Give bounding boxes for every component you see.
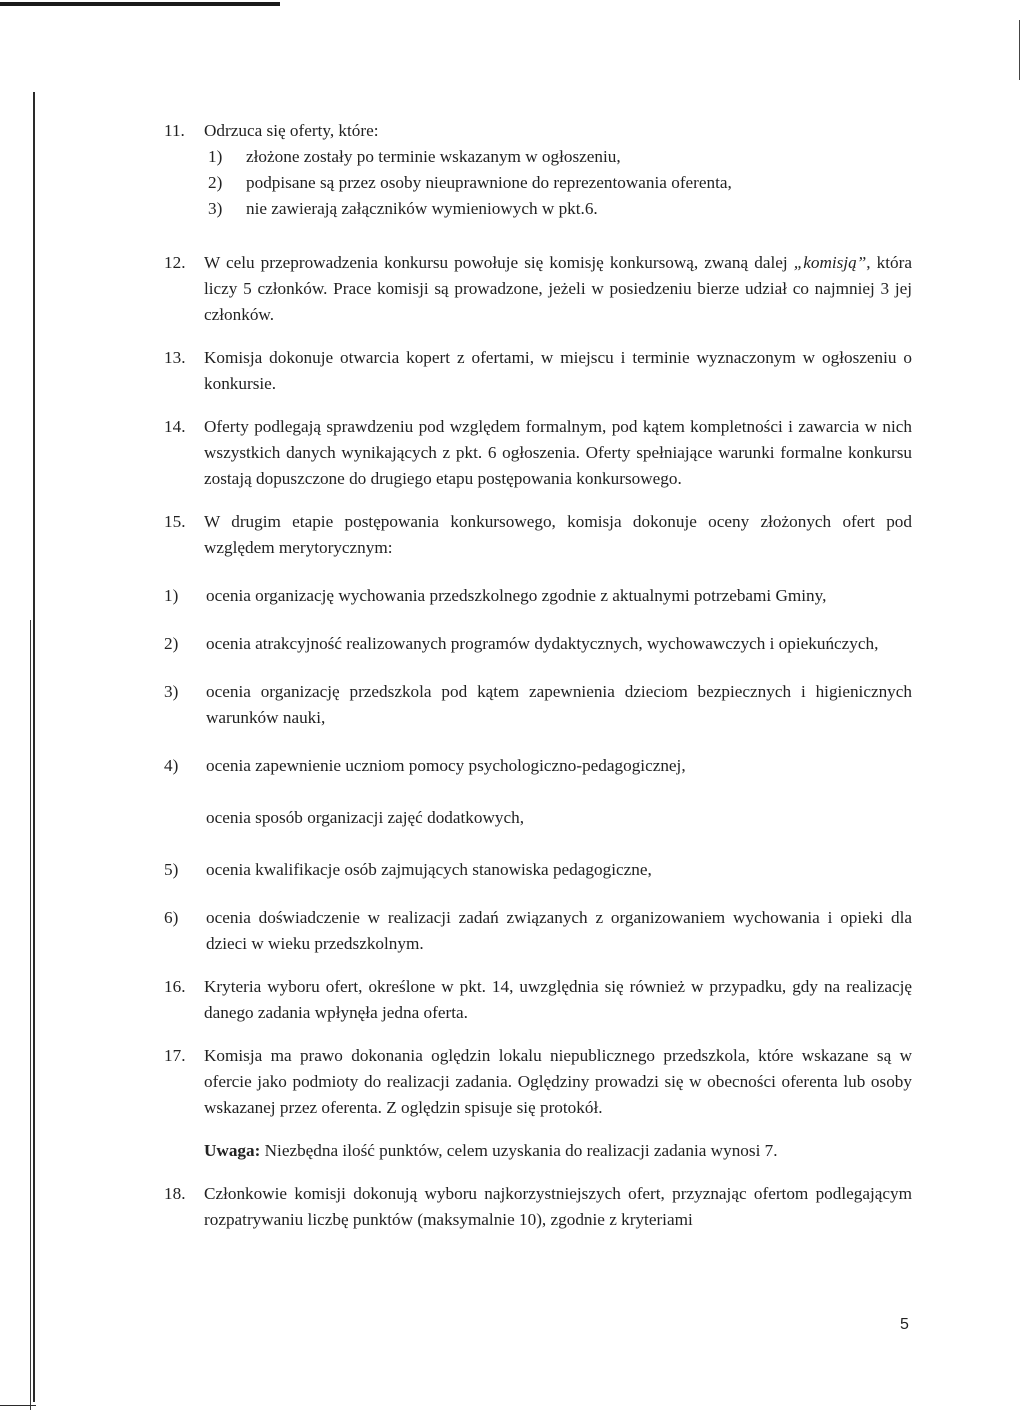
paragraph-number: 11. bbox=[164, 121, 185, 140]
scan-edge-top bbox=[0, 2, 280, 6]
paragraph-number: 14. bbox=[164, 417, 186, 436]
criteria-text: ocenia doświadczenie w realizacji zadań związanych z organizowaniem wychowania i opieki dla dzieci w wieku przedszkolnym. bbox=[206, 908, 912, 953]
paragraph-text: W celu przeprowadzenia konkursu powołuje się komisję konkursową, zwaną dalej bbox=[204, 253, 794, 272]
criteria-text: ocenia kwalifikacje osób zajmujących stanowiska pedagogiczne, bbox=[206, 860, 652, 879]
scan-edge-bottom bbox=[0, 1405, 36, 1406]
list-item-number: 2) bbox=[208, 173, 223, 192]
scan-edge-right bbox=[1019, 20, 1020, 80]
criteria-item bbox=[164, 631, 912, 657]
criteria-item bbox=[164, 805, 912, 831]
criteria-text: ocenia organizację przedszkola pod kątem zapewnienia dzieciom bezpiecznych i higienicznych warunków nauki, bbox=[206, 682, 912, 727]
criteria-number: 4) bbox=[164, 756, 179, 775]
criteria-number: 6) bbox=[164, 908, 179, 927]
paragraph-12 bbox=[164, 250, 912, 328]
criteria-number: 5) bbox=[164, 860, 179, 879]
list-item-number: 3) bbox=[208, 199, 223, 218]
criteria-item bbox=[164, 753, 912, 779]
list-item bbox=[204, 144, 912, 170]
paragraph-18 bbox=[164, 1181, 912, 1233]
criteria-item bbox=[164, 905, 912, 957]
criteria-item bbox=[164, 679, 912, 731]
paragraph-13 bbox=[164, 345, 912, 397]
page-number: 5 bbox=[900, 1316, 909, 1333]
paragraph-text: Komisja ma prawo dokonania oględzin lokalu niepublicznego przedszkola, które wskazane są w ofercie jako podmioty do realizacji zadania. Oględziny prowadzi się w obecności oferenta lub osoby wskazanej przez oferenta. Z oględzin spisuje się protokół. bbox=[204, 1046, 912, 1117]
paragraph-text: Kryteria wyboru ofert, określone w pkt. 14, uwzględnia się również w przypadku, gdy na realizację danego zadania wpłynęła jedna oferta. bbox=[204, 977, 912, 1022]
paragraph-number: 16. bbox=[164, 977, 186, 996]
list-item bbox=[204, 170, 912, 196]
list-item-text: nie zawierają załączników wymieniowych w pkt.6. bbox=[246, 199, 598, 218]
paragraph-11 bbox=[164, 118, 912, 144]
list-item-text: podpisane są przez osoby nieuprawnione do reprezentowania oferenta, bbox=[246, 173, 732, 192]
note-label: Uwaga: bbox=[204, 1141, 261, 1160]
list-item-text: złożone zostały po terminie wskazanym w ogłoszeniu, bbox=[246, 147, 621, 166]
criteria-text: ocenia zapewnienie uczniom pomocy psychologiczno-pedagogicznej, bbox=[206, 756, 686, 775]
paragraph-number: 15. bbox=[164, 512, 186, 531]
criteria-item bbox=[164, 857, 912, 883]
note-text: Niezbędna ilość punktów, celem uzyskania do realizacji zadania wynosi 7. bbox=[260, 1141, 778, 1160]
paragraph-text: Członkowie komisji dokonują wyboru najkorzystniejszych ofert, przyznając ofertom podlegającym rozpatrywaniu liczbę punktów (maksymalnie 10), zgodnie z kryteriami bbox=[204, 1184, 912, 1229]
criteria-text: ocenia sposób organizacji zajęć dodatkowych, bbox=[206, 808, 525, 827]
paragraph-text-cont: , która liczy 5 członków. Prace komisji są prowadzone, jeżeli w posiedzeniu bierze udział co najmniej 3 jej członków. bbox=[204, 253, 912, 324]
document-body bbox=[164, 118, 912, 1233]
paragraph-number: 17. bbox=[164, 1046, 186, 1065]
paragraph-text: Oferty podlegają sprawdzeniu pod względem formalnym, pod kątem kompletności i zawarcia w nich wszystkich danych wynikających z pkt. 6 ogłoszenia. Oferty spełniające warunki formalne konkursu zostają dopuszczone do drugiego etapu postępowania konkursowego. bbox=[204, 417, 912, 488]
scan-edge-left-inner bbox=[30, 620, 31, 1410]
paragraph-text: W drugim etapie postępowania konkursowego, komisja dokonuje oceny złożonych ofert pod względem merytorycznym: bbox=[204, 512, 912, 557]
paragraph-text: Odrzuca się oferty, które: bbox=[204, 121, 379, 140]
criteria-number: 2) bbox=[164, 634, 179, 653]
paragraph-15 bbox=[164, 509, 912, 561]
paragraph-italic-term: „komisją” bbox=[793, 253, 867, 272]
paragraph-text: Komisja dokonuje otwarcia kopert z ofertami, w miejscu i terminie wyznaczonym w ogłoszeniu o konkursie. bbox=[204, 348, 912, 393]
list-item bbox=[204, 196, 912, 222]
paragraph-number: 18. bbox=[164, 1184, 186, 1203]
list-item-number: 1) bbox=[208, 147, 223, 166]
criteria-text: ocenia atrakcyjność realizowanych programów dydaktycznych, wychowawczych i opiekuńczych, bbox=[206, 634, 879, 653]
paragraph-number: 12. bbox=[164, 253, 186, 272]
paragraph-14 bbox=[164, 414, 912, 492]
paragraph-16 bbox=[164, 974, 912, 1026]
scan-edge-left bbox=[33, 92, 35, 1402]
paragraph-number: 13. bbox=[164, 348, 186, 367]
paragraph-17 bbox=[164, 1043, 912, 1121]
paragraph-11-list bbox=[164, 144, 912, 222]
criteria-number: 3) bbox=[164, 682, 179, 701]
criteria-item bbox=[164, 583, 912, 609]
criteria-number: 1) bbox=[164, 586, 179, 605]
criteria-text: ocenia organizację wychowania przedszkolnego zgodnie z aktualnymi potrzebami Gminy, bbox=[206, 586, 827, 605]
note-line bbox=[164, 1138, 912, 1164]
